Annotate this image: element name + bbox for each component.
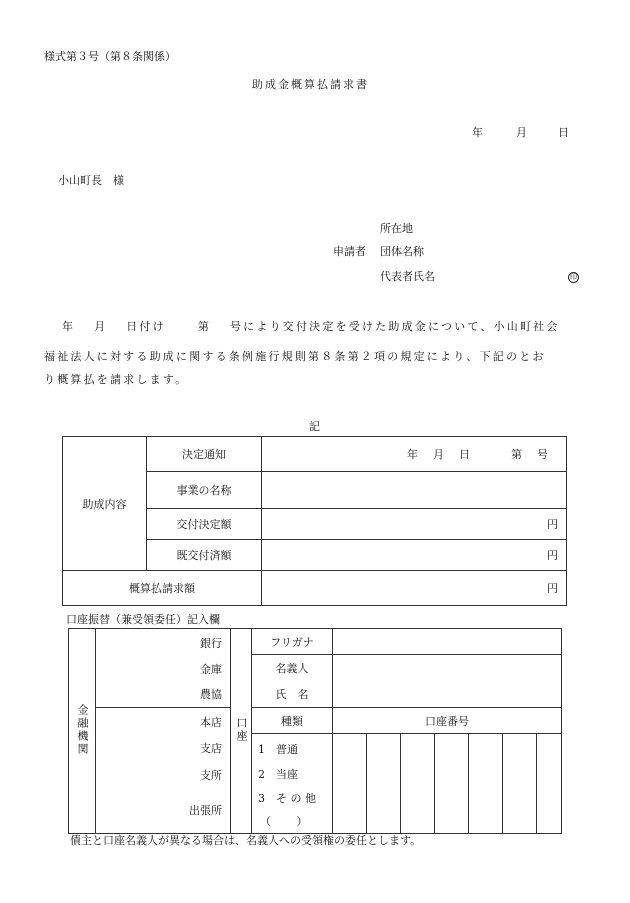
account-digit-4[interactable] xyxy=(435,734,469,834)
footer-note: 債主と口座名義人が異なる場合は、名義人への受領権の委任とします。 xyxy=(70,834,422,847)
seal-mark: 印 xyxy=(570,273,577,281)
account-type-options[interactable] xyxy=(252,734,333,834)
advance-request-amount-field[interactable]: 円 xyxy=(262,571,567,606)
branch-name-field[interactable] xyxy=(96,708,231,834)
address-label: 所在地 xyxy=(380,222,413,235)
furigana-field[interactable] xyxy=(333,629,562,655)
account-digit-6[interactable] xyxy=(503,734,537,834)
bank-name-field[interactable] xyxy=(96,629,231,708)
account-digit-2[interactable] xyxy=(367,734,401,834)
option-other-blank[interactable]: （ ） xyxy=(260,815,308,828)
body-line-1: 年 月 日付け 第 号により交付決定を受けた助成金について、小山町社会 xyxy=(62,320,560,333)
document-title: 助成金概算払請求書 xyxy=(252,78,369,91)
decision-notice-value[interactable]: 年 月 日 第 号 xyxy=(262,437,567,472)
holder-label: 名義人 xyxy=(252,655,333,682)
body-line-2: 福祉法人に対する助成に関する条例施行規則第８条第２項の規定により、下記のとお xyxy=(44,350,546,363)
furigana-label: フリガナ xyxy=(252,629,333,655)
account-type-label: 種類 xyxy=(252,708,333,734)
date-month: 月 xyxy=(516,126,527,139)
paid-amount-label: 既交付済額 xyxy=(147,540,262,571)
account-caption: 口座振替（兼受領委任）記入欄 xyxy=(66,613,220,626)
bank-type-nokyo: 農協 xyxy=(200,688,222,701)
branch-type-shisho: 支所 xyxy=(200,769,222,782)
option-other[interactable]: 3 そ の 他 xyxy=(258,792,316,805)
project-name-label: 事業の名称 xyxy=(147,472,262,509)
project-name-field[interactable] xyxy=(262,472,567,509)
ki-heading: 記 xyxy=(309,420,320,433)
branch-type-shiten: 支店 xyxy=(200,742,222,755)
grant-decision-amount-field[interactable]: 円 xyxy=(262,509,567,540)
organization-label: 団体名称 xyxy=(380,245,424,258)
option-toza[interactable]: 2 当座 xyxy=(258,768,298,781)
applicant-label: 申請者 xyxy=(333,245,366,258)
account-digit-5[interactable] xyxy=(469,734,503,834)
account-number-label: 口座番号 xyxy=(333,708,562,734)
financial-institution-label: 金融機関 xyxy=(69,629,96,834)
account-label: 口座 xyxy=(231,629,252,834)
bank-type-ginko: 銀行 xyxy=(200,637,222,650)
grant-decision-amount-label: 交付決定額 xyxy=(147,509,262,540)
form-number: 様式第３号（第８条関係） xyxy=(44,50,176,63)
addressee: 小山町長 様 xyxy=(58,174,124,187)
account-digit-3[interactable] xyxy=(401,734,435,834)
date-year: 年 xyxy=(472,126,483,139)
paid-amount-field[interactable]: 円 xyxy=(262,540,567,571)
branch-type-honten: 本店 xyxy=(200,716,222,729)
account-digit-1[interactable] xyxy=(333,734,367,834)
account-table xyxy=(68,628,562,834)
subsidy-table xyxy=(62,436,567,606)
representative-label: 代表者氏名 xyxy=(380,270,435,283)
decision-notice-label: 決定通知 xyxy=(147,437,262,472)
holder-name-label: 氏 名 xyxy=(252,682,333,708)
body-line-3: り概算払を請求します。 xyxy=(44,373,189,386)
bank-type-kinko: 金庫 xyxy=(200,663,222,676)
branch-type-shutchojo: 出張所 xyxy=(189,804,222,817)
subsidy-content-label: 助成内容 xyxy=(63,437,147,571)
holder-name-field[interactable] xyxy=(333,655,562,708)
account-digit-7[interactable] xyxy=(537,734,562,834)
advance-request-amount-label: 概算払請求額 xyxy=(63,571,262,606)
option-futsu[interactable]: 1 普通 xyxy=(258,743,298,756)
date-day: 日 xyxy=(558,126,569,139)
